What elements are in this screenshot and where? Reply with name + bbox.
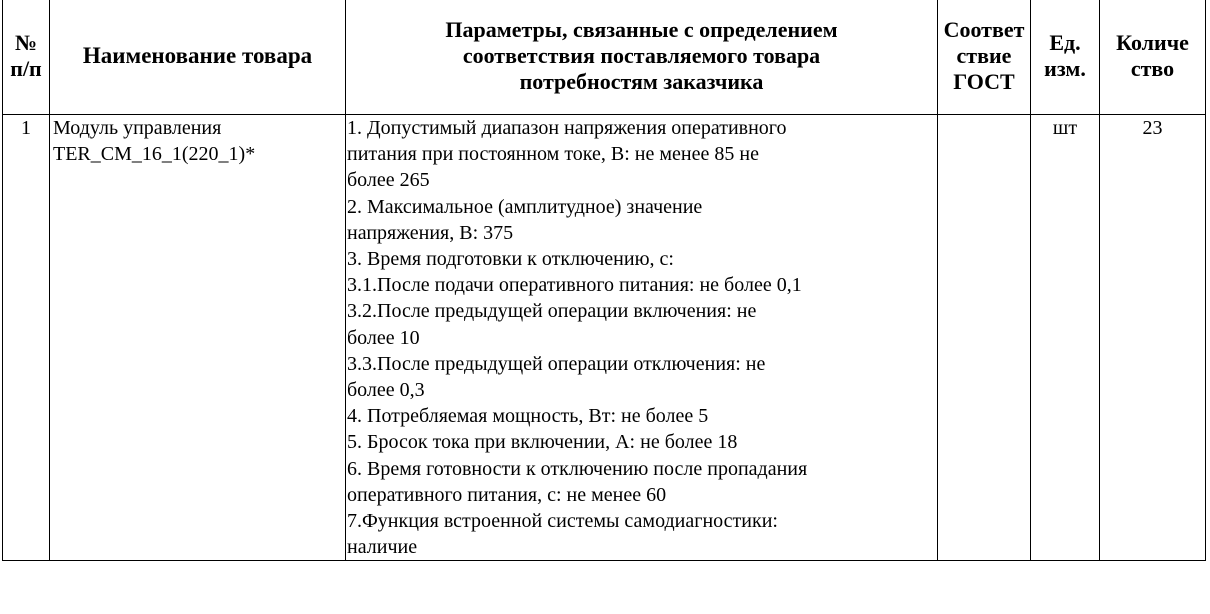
param-line: 3.2.После предыдущей операции включения: не <box>347 300 757 323</box>
header-params-line: соответствия поставляемого товара <box>462 42 821 68</box>
header-params-line: Параметры, связанные с определением <box>445 16 838 42</box>
row-qty-cell: 23 <box>1100 115 1206 561</box>
param-line: наличие <box>347 536 418 559</box>
row-num-cell: 1 <box>3 115 50 561</box>
param-line: 3.1.После подачи оперативного питания: не более 0,1 <box>347 274 802 297</box>
header-gost-line: ГОСТ <box>953 68 1015 94</box>
row-name-line: Модуль управления <box>53 117 222 139</box>
param-line: более 0,3 <box>347 379 425 402</box>
param-line: 3.3.После предыдущей операции отключения: не <box>347 352 766 375</box>
param-line: оперативного питания, с: не менее 60 <box>347 483 667 506</box>
param-line: 7.Функция встроенной системы самодиагностики: <box>347 510 778 533</box>
param-line: 2. Максимальное (амплитудное) значение <box>347 195 703 218</box>
param-line: 3. Время подготовки к отключению, с: <box>347 248 674 271</box>
header-qty-line: ство <box>1130 55 1175 81</box>
header-qty <box>1100 0 1206 115</box>
header-params-line: потребностям заказчика <box>519 68 764 94</box>
header-num-line: № <box>14 29 38 55</box>
header-name: Наименование товара <box>50 0 346 115</box>
header-unit-line: изм. <box>1044 55 1086 81</box>
header-gost <box>938 0 1031 115</box>
param-line: 6. Время готовности к отключению после пропадания <box>347 457 808 480</box>
param-line: 5. Бросок тока при включении, А: не более 18 <box>347 431 738 454</box>
specification-table <box>2 0 1206 561</box>
param-line: более 265 <box>347 169 430 192</box>
header-num <box>3 0 50 115</box>
row-gost-cell <box>938 115 1031 561</box>
row-name-cell <box>50 115 346 561</box>
row-name-line: TER_CM_16_1(220_1)* <box>53 143 256 166</box>
header-gost-line: Соответ <box>943 16 1025 42</box>
row-params-cell <box>346 115 938 561</box>
param-line: напряжения, В: 375 <box>347 221 514 244</box>
header-gost-line: ствие <box>956 42 1012 68</box>
table-row <box>3 115 1206 561</box>
header-params <box>346 0 938 115</box>
param-line: более 10 <box>347 326 420 349</box>
param-line: 1. Допустимый диапазон напряжения оперативного <box>347 117 787 139</box>
param-line: питания при постоянном токе, В: не менее 85 не <box>347 143 759 166</box>
header-unit <box>1031 0 1100 115</box>
header-num-line: п/п <box>10 55 42 81</box>
row-unit-cell: шт <box>1031 115 1100 561</box>
header-unit-line: Ед. <box>1049 29 1081 55</box>
header-row <box>3 0 1206 115</box>
param-line: 4. Потребляемая мощность, Вт: не более 5 <box>347 405 709 428</box>
header-qty-line: Количе <box>1116 29 1189 55</box>
